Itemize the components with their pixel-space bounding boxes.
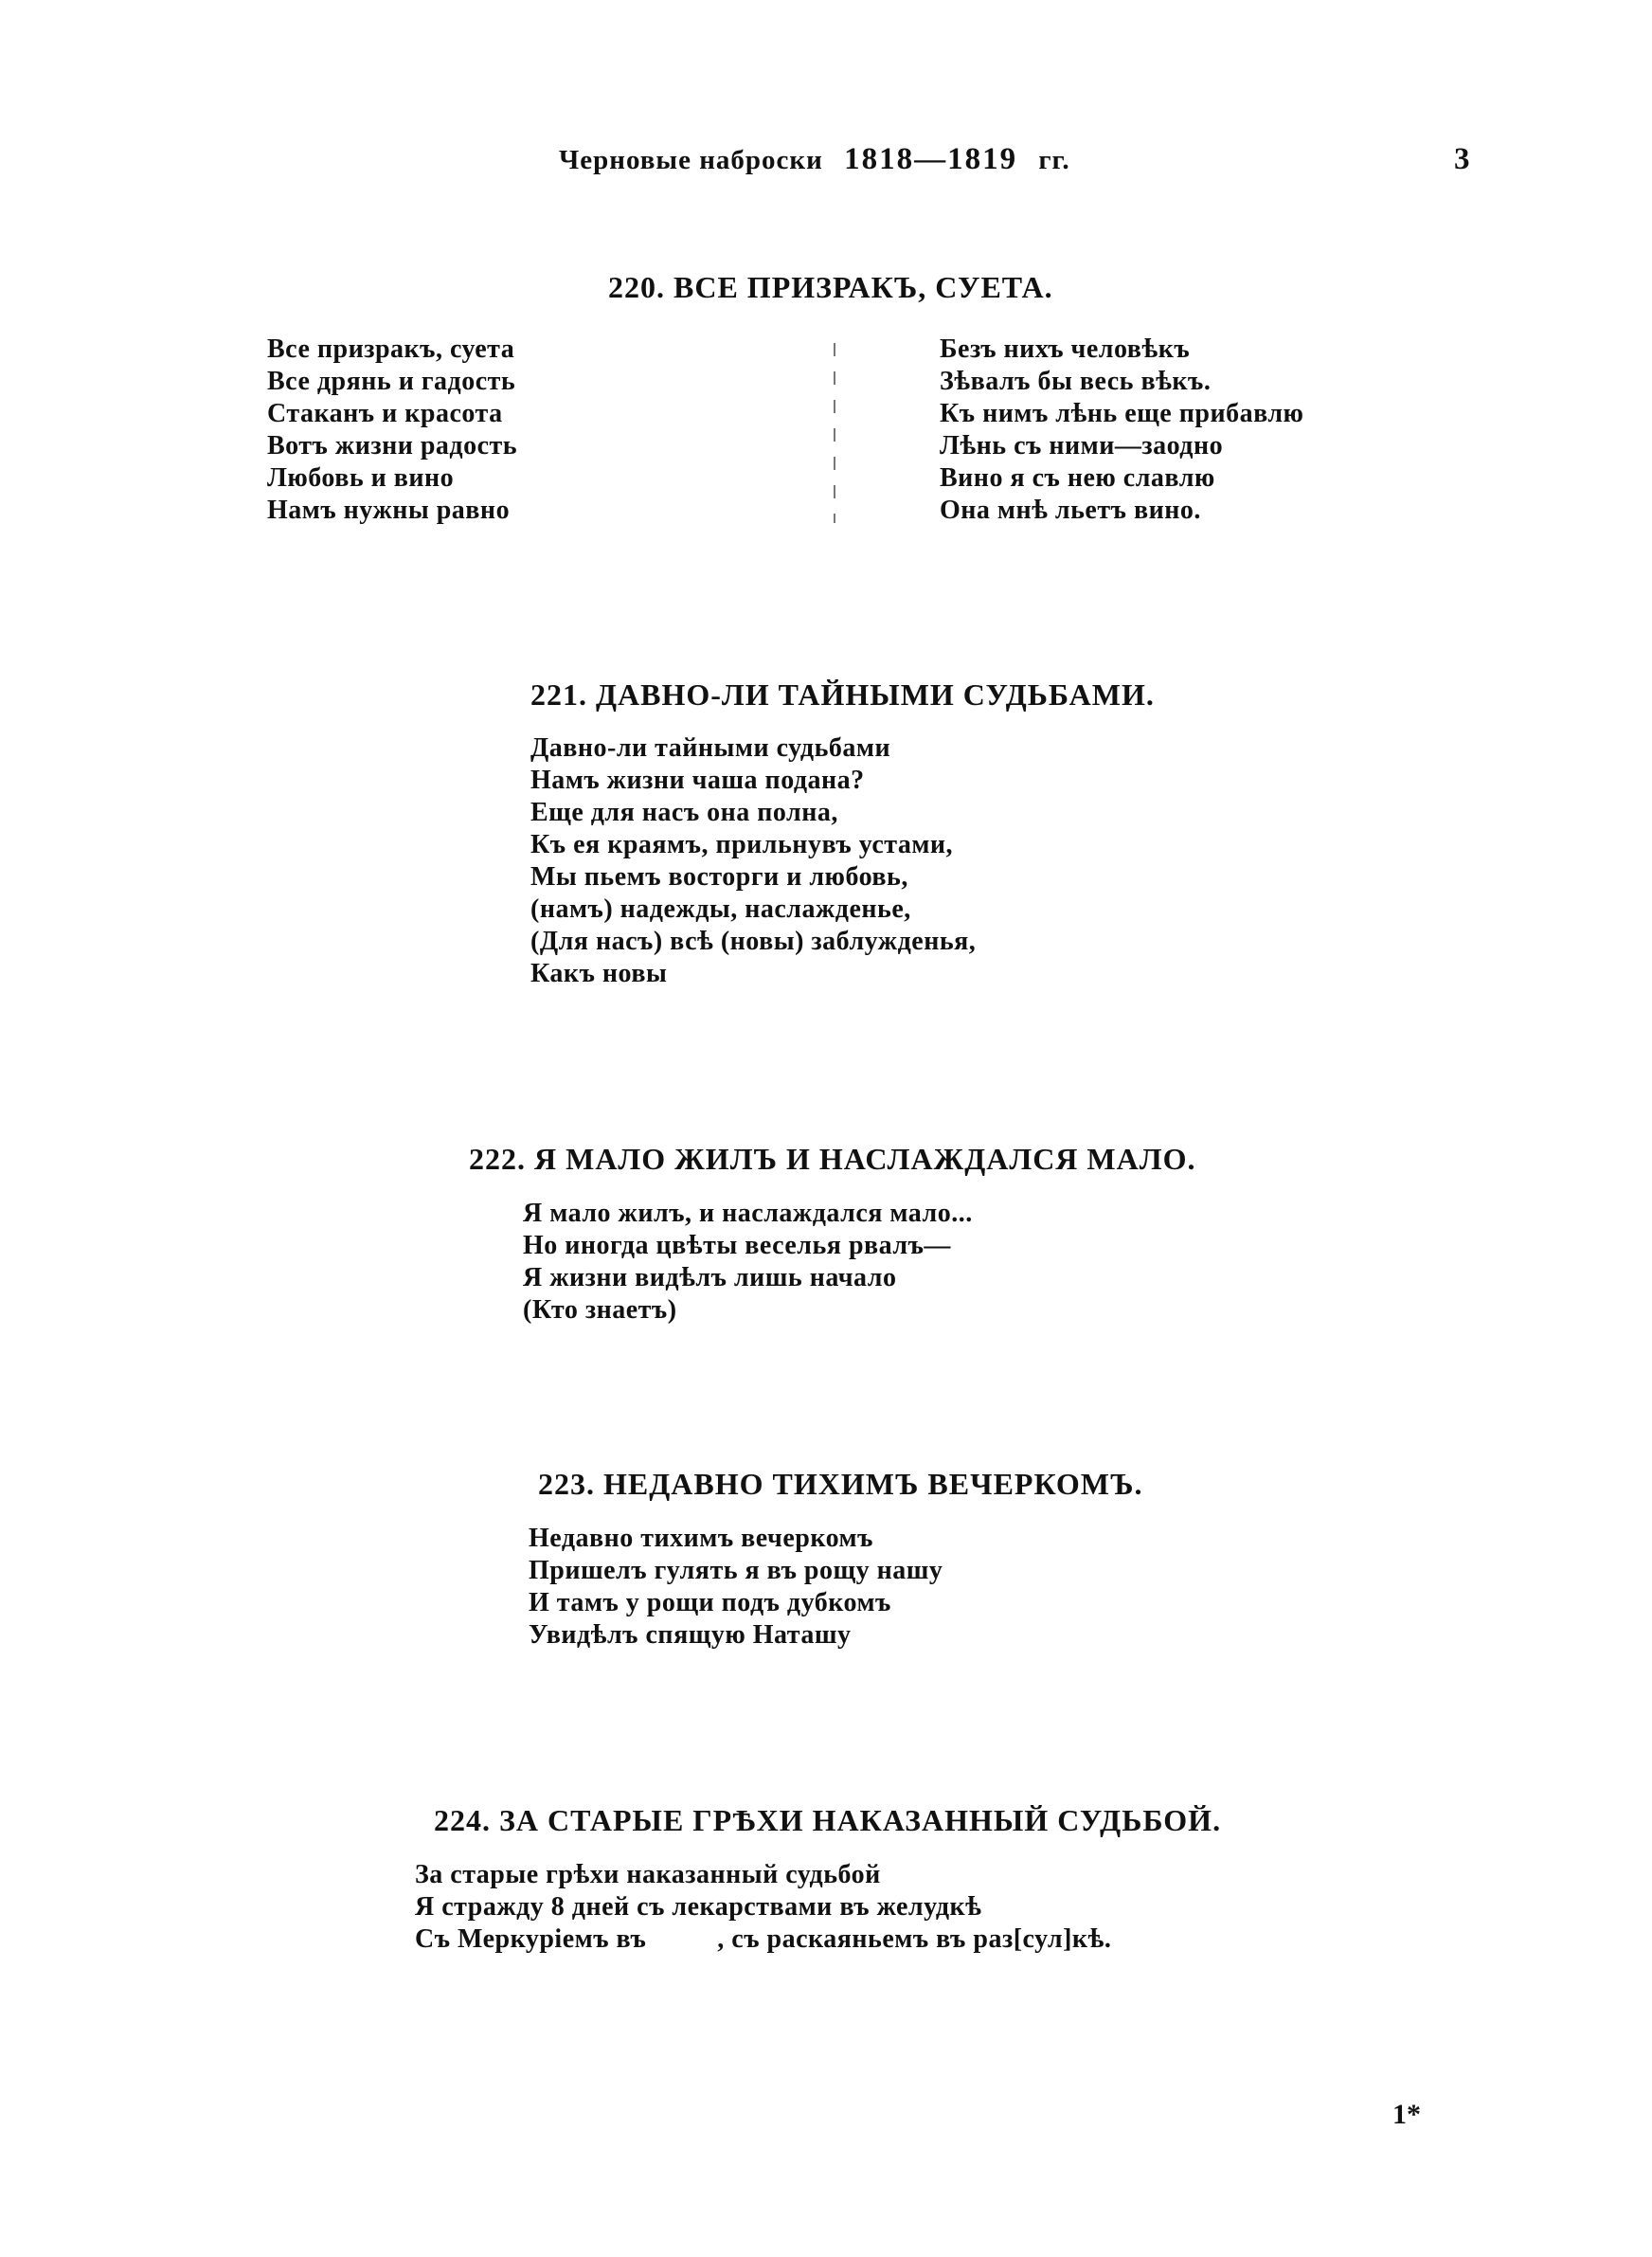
poem-223-text bbox=[529, 1523, 943, 1652]
verse-line: Зѣвалъ бы весь вѣкъ. bbox=[940, 367, 1212, 396]
running-title-suffix: гг. bbox=[1038, 145, 1070, 175]
verse-line: Она мнѣ льетъ вино. bbox=[940, 496, 1201, 525]
signature-mark: 1* bbox=[1392, 2099, 1421, 2130]
poem-220-left-column bbox=[267, 334, 517, 527]
running-title-text: Черновые наброски bbox=[559, 145, 823, 175]
poem-title-222: 222. Я МАЛО ЖИЛЪ И НАСЛАЖДАЛСЯ МАЛО. bbox=[469, 1142, 1196, 1176]
verse-line: (Для насъ) всѣ (новы) заблужденья, bbox=[530, 927, 977, 956]
verse-line: Недавно тихимъ вечеркомъ bbox=[529, 1524, 873, 1553]
verse-line: Мы пьемъ восторги и любовь, bbox=[530, 862, 908, 892]
verse-line: Увидѣлъ спящую Наташу bbox=[529, 1620, 852, 1650]
poem-220-right-column bbox=[940, 334, 1303, 527]
verse-line: Я стражду 8 дней съ лекарствами въ желудкѣ bbox=[415, 1892, 982, 1922]
verse-line: Вино я съ нею славлю bbox=[940, 463, 1215, 493]
poem-221-text bbox=[530, 732, 976, 990]
verse-line: Любовь и вино bbox=[267, 463, 455, 493]
verse-line: Лѣнь съ ними—заодно bbox=[940, 431, 1224, 460]
poem-title-223: 223. НЕДАВНО ТИХИМЪ ВЕЧЕРКОМЪ. bbox=[538, 1467, 1143, 1501]
verse-line: Стаканъ и красота bbox=[267, 399, 503, 428]
running-header bbox=[0, 142, 1652, 190]
running-title bbox=[559, 142, 1070, 177]
verse-line: (Кто знаетъ) bbox=[523, 1295, 677, 1325]
verse-line: Съ Меркуріемъ въ , съ раскаяньемъ въ раз[сул]кѣ. bbox=[415, 1924, 1112, 1954]
poem-title-220: 220. ВСЕ ПРИЗРАКЪ, СУЕТА. bbox=[608, 270, 1053, 304]
poem-title-221: 221. ДАВНО-ЛИ ТАЙНЫМИ СУДЬБАМИ. bbox=[530, 677, 1155, 712]
verse-line: Къ ея краямъ, прильнувъ устами, bbox=[530, 830, 954, 859]
verse-line: Къ нимъ лѣнь еще прибавлю bbox=[940, 399, 1304, 428]
verse-line: Намъ жизни чаша подана? bbox=[530, 766, 865, 795]
poem-222-text bbox=[523, 1198, 973, 1327]
verse-line: Я мало жилъ, и наслаждался мало... bbox=[523, 1199, 973, 1228]
verse-line: За старые грѣхи наказанный судьбой bbox=[415, 1860, 881, 1889]
column-divider bbox=[834, 343, 835, 523]
verse-line: Еще для насъ она полна, bbox=[530, 798, 838, 827]
verse-line: (намъ) надежды, наслажденье, bbox=[530, 894, 911, 924]
verse-line: Все дрянь и гадость bbox=[267, 367, 516, 396]
verse-line: Все призракъ, суета bbox=[267, 334, 515, 364]
verse-line: Пришелъ гулять я въ рощу нашу bbox=[529, 1556, 943, 1585]
verse-line: Безъ нихъ человѣкъ bbox=[940, 334, 1191, 364]
verse-line: Но иногда цвѣты веселья рвалъ— bbox=[523, 1231, 951, 1260]
verse-line: Вотъ жизни радость bbox=[267, 431, 518, 460]
verse-line: Я жизни видѣлъ лишь начало bbox=[523, 1263, 897, 1292]
verse-line: И тамъ у рощи подъ дубкомъ bbox=[529, 1588, 891, 1617]
verse-line: Намъ нужны равно bbox=[267, 496, 511, 525]
page-number: 3 bbox=[1454, 142, 1470, 176]
verse-line: Какъ новы bbox=[530, 959, 668, 988]
poem-224-text bbox=[415, 1859, 1111, 1956]
verse-line: Давно-ли тайными судьбами bbox=[530, 733, 891, 763]
poem-title-224: 224. ЗА СТАРЫЕ ГРѢХИ НАКАЗАННЫЙ СУДЬБОЙ. bbox=[434, 1803, 1222, 1837]
running-title-years: 1818—1819 bbox=[844, 142, 1018, 176]
